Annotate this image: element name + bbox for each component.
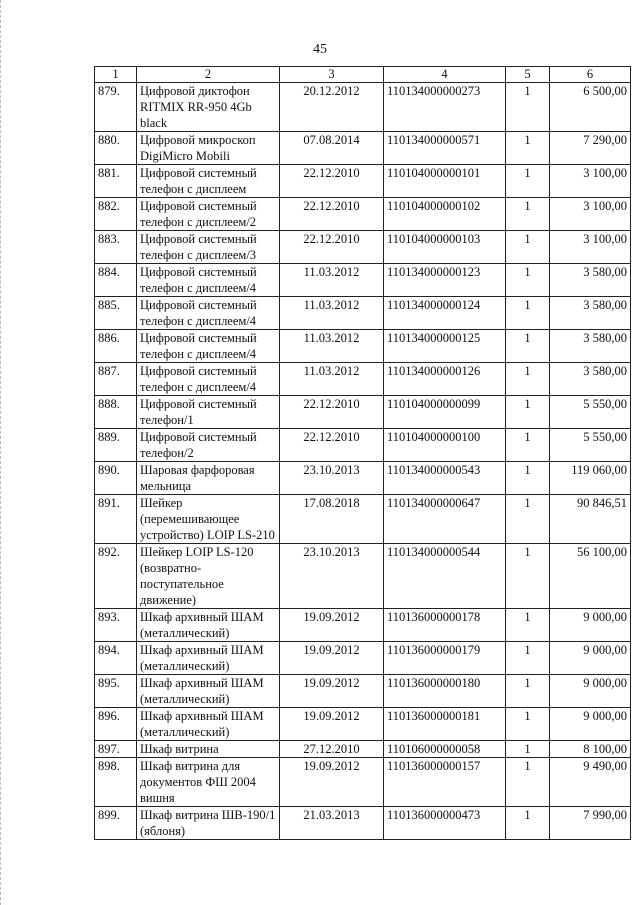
item-name-cell: Шкаф архивный ШАМ (металлический)	[137, 675, 280, 708]
quantity-cell: 1	[506, 642, 550, 675]
acquisition-date-cell: 11.03.2012	[280, 264, 384, 297]
inventory-code-cell: 110134000000126	[384, 363, 506, 396]
acquisition-date-cell: 19.09.2012	[280, 758, 384, 807]
quantity-cell: 1	[506, 297, 550, 330]
table-row	[95, 297, 631, 330]
row-number-cell: 887.	[95, 363, 137, 396]
row-number-cell: 891.	[95, 495, 137, 544]
page-number: 45	[313, 42, 327, 57]
table-row	[95, 741, 631, 758]
item-name-cell: Шаровая фарфоровая мельница	[137, 462, 280, 495]
amount-cell: 8 100,00	[550, 741, 631, 758]
quantity-cell: 1	[506, 609, 550, 642]
acquisition-date-cell: 22.12.2010	[280, 231, 384, 264]
amount-cell: 9 490,00	[550, 758, 631, 807]
row-number-cell: 884.	[95, 264, 137, 297]
row-number-cell: 895.	[95, 675, 137, 708]
table-row	[95, 807, 631, 840]
amount-cell: 5 550,00	[550, 396, 631, 429]
table-row	[95, 165, 631, 198]
row-number-cell: 885.	[95, 297, 137, 330]
item-name-cell: Шкаф витрина ШВ-190/1 (яблоня)	[137, 807, 280, 840]
row-number-cell: 882.	[95, 198, 137, 231]
acquisition-date-cell: 23.10.2013	[280, 462, 384, 495]
inventory-code-cell: 110104000000102	[384, 198, 506, 231]
acquisition-date-cell: 17.08.2018	[280, 495, 384, 544]
amount-cell: 9 000,00	[550, 609, 631, 642]
inventory-code-cell: 110134000000273	[384, 83, 506, 132]
item-name-cell: Цифровой системный телефон с дисплеем	[137, 165, 280, 198]
inventory-code-cell: 110104000000103	[384, 231, 506, 264]
row-number-cell: 899.	[95, 807, 137, 840]
table-row	[95, 495, 631, 544]
item-name-cell: Шейкер LOIP LS-120 (возвратно-поступательное движение)	[137, 544, 280, 609]
table-row	[95, 264, 631, 297]
amount-cell: 5 550,00	[550, 429, 631, 462]
table-row	[95, 642, 631, 675]
acquisition-date-cell: 07.08.2014	[280, 132, 384, 165]
item-name-cell: Шкаф архивный ШАМ (металлический)	[137, 708, 280, 741]
acquisition-date-cell: 19.09.2012	[280, 609, 384, 642]
inventory-code-cell: 110136000000178	[384, 609, 506, 642]
table-row	[95, 83, 631, 132]
header-col-3: 3	[280, 67, 384, 83]
quantity-cell: 1	[506, 165, 550, 198]
acquisition-date-cell: 22.12.2010	[280, 165, 384, 198]
table-row	[95, 708, 631, 741]
item-name-cell: Цифровой системный телефон с дисплеем/4	[137, 330, 280, 363]
header-col-2: 2	[137, 67, 280, 83]
amount-cell: 3 100,00	[550, 165, 631, 198]
amount-cell: 7 990,00	[550, 807, 631, 840]
item-name-cell: Шейкер (перемешивающее устройство) LOIP LS-210	[137, 495, 280, 544]
table-row	[95, 544, 631, 609]
item-name-cell: Цифровой системный телефон с дисплеем/4	[137, 264, 280, 297]
inventory-code-cell: 110134000000123	[384, 264, 506, 297]
header-col-1: 1	[95, 67, 137, 83]
acquisition-date-cell: 22.12.2010	[280, 396, 384, 429]
inventory-code-cell: 110134000000647	[384, 495, 506, 544]
item-name-cell: Цифровой системный телефон с дисплеем/2	[137, 198, 280, 231]
item-name-cell: Цифровой микроскоп DigiMicro Mobili	[137, 132, 280, 165]
table-row	[95, 231, 631, 264]
amount-cell: 9 000,00	[550, 642, 631, 675]
header-col-5: 5	[506, 67, 550, 83]
item-name-cell: Цифровой системный телефон/1	[137, 396, 280, 429]
quantity-cell: 1	[506, 363, 550, 396]
row-number-cell: 888.	[95, 396, 137, 429]
table-row	[95, 363, 631, 396]
table-row	[95, 330, 631, 363]
acquisition-date-cell: 20.12.2012	[280, 83, 384, 132]
amount-cell: 56 100,00	[550, 544, 631, 609]
quantity-cell: 1	[506, 132, 550, 165]
acquisition-date-cell: 11.03.2012	[280, 363, 384, 396]
row-number-cell: 880.	[95, 132, 137, 165]
quantity-cell: 1	[506, 330, 550, 363]
inventory-code-cell: 110136000000473	[384, 807, 506, 840]
amount-cell: 7 290,00	[550, 132, 631, 165]
row-number-cell: 881.	[95, 165, 137, 198]
inventory-code-cell: 110134000000125	[384, 330, 506, 363]
amount-cell: 3 580,00	[550, 330, 631, 363]
acquisition-date-cell: 11.03.2012	[280, 330, 384, 363]
quantity-cell: 1	[506, 83, 550, 132]
inventory-code-cell: 110134000000124	[384, 297, 506, 330]
amount-cell: 3 580,00	[550, 264, 631, 297]
quantity-cell: 1	[506, 264, 550, 297]
amount-cell: 3 580,00	[550, 297, 631, 330]
amount-cell: 119 060,00	[550, 462, 631, 495]
item-name-cell: Цифровой системный телефон с дисплеем/4	[137, 363, 280, 396]
item-name-cell: Шкаф витрина для документов ФШ 2004 вишня	[137, 758, 280, 807]
quantity-cell: 1	[506, 675, 550, 708]
item-name-cell: Шкаф витрина	[137, 741, 280, 758]
quantity-cell: 1	[506, 396, 550, 429]
acquisition-date-cell: 22.12.2010	[280, 198, 384, 231]
amount-cell: 9 000,00	[550, 708, 631, 741]
quantity-cell: 1	[506, 708, 550, 741]
row-number-cell: 883.	[95, 231, 137, 264]
quantity-cell: 1	[506, 429, 550, 462]
quantity-cell: 1	[506, 495, 550, 544]
item-name-cell: Шкаф архивный ШАМ (металлический)	[137, 609, 280, 642]
table-row	[95, 609, 631, 642]
inventory-code-cell: 110134000000571	[384, 132, 506, 165]
row-number-cell: 896.	[95, 708, 137, 741]
acquisition-date-cell: 19.09.2012	[280, 642, 384, 675]
quantity-cell: 1	[506, 231, 550, 264]
inventory-code-cell: 110134000000544	[384, 544, 506, 609]
quantity-cell: 1	[506, 741, 550, 758]
table-row	[95, 396, 631, 429]
row-number-cell: 898.	[95, 758, 137, 807]
table-row	[95, 675, 631, 708]
row-number-cell: 897.	[95, 741, 137, 758]
row-number-cell: 889.	[95, 429, 137, 462]
acquisition-date-cell: 23.10.2013	[280, 544, 384, 609]
amount-cell: 90 846,51	[550, 495, 631, 544]
inventory-code-cell: 110134000000543	[384, 462, 506, 495]
inventory-code-cell: 110136000000181	[384, 708, 506, 741]
acquisition-date-cell: 22.12.2010	[280, 429, 384, 462]
acquisition-date-cell: 19.09.2012	[280, 708, 384, 741]
inventory-code-cell: 110104000000100	[384, 429, 506, 462]
acquisition-date-cell: 19.09.2012	[280, 675, 384, 708]
row-number-cell: 894.	[95, 642, 137, 675]
row-number-cell: 890.	[95, 462, 137, 495]
amount-cell: 3 580,00	[550, 363, 631, 396]
table-row	[95, 758, 631, 807]
amount-cell: 3 100,00	[550, 198, 631, 231]
inventory-code-cell: 110106000000058	[384, 741, 506, 758]
page-edge-mark	[0, 0, 3, 905]
row-number-cell: 879.	[95, 83, 137, 132]
header-row	[95, 67, 631, 83]
item-name-cell: Цифровой системный телефон/2	[137, 429, 280, 462]
item-name-cell: Шкаф архивный ШАМ (металлический)	[137, 642, 280, 675]
acquisition-date-cell: 21.03.2013	[280, 807, 384, 840]
inventory-code-cell: 110136000000157	[384, 758, 506, 807]
quantity-cell: 1	[506, 544, 550, 609]
quantity-cell: 1	[506, 462, 550, 495]
inventory-code-cell: 110136000000180	[384, 675, 506, 708]
quantity-cell: 1	[506, 807, 550, 840]
row-number-cell: 886.	[95, 330, 137, 363]
acquisition-date-cell: 11.03.2012	[280, 297, 384, 330]
quantity-cell: 1	[506, 758, 550, 807]
inventory-code-cell: 110104000000099	[384, 396, 506, 429]
amount-cell: 3 100,00	[550, 231, 631, 264]
table-row	[95, 198, 631, 231]
item-name-cell: Цифровой системный телефон с дисплеем/3	[137, 231, 280, 264]
item-name-cell: Цифровой диктофон RITMIX RR-950 4Gb black	[137, 83, 280, 132]
acquisition-date-cell: 27.12.2010	[280, 741, 384, 758]
table-body	[95, 83, 631, 840]
table-row	[95, 429, 631, 462]
row-number-cell: 893.	[95, 609, 137, 642]
inventory-table	[94, 66, 631, 840]
item-name-cell: Цифровой системный телефон с дисплеем/4	[137, 297, 280, 330]
header-col-4: 4	[384, 67, 506, 83]
row-number-cell: 892.	[95, 544, 137, 609]
table-row	[95, 462, 631, 495]
header-col-6: 6	[550, 67, 631, 83]
inventory-code-cell: 110104000000101	[384, 165, 506, 198]
table-row	[95, 132, 631, 165]
amount-cell: 6 500,00	[550, 83, 631, 132]
inventory-code-cell: 110136000000179	[384, 642, 506, 675]
quantity-cell: 1	[506, 198, 550, 231]
amount-cell: 9 000,00	[550, 675, 631, 708]
